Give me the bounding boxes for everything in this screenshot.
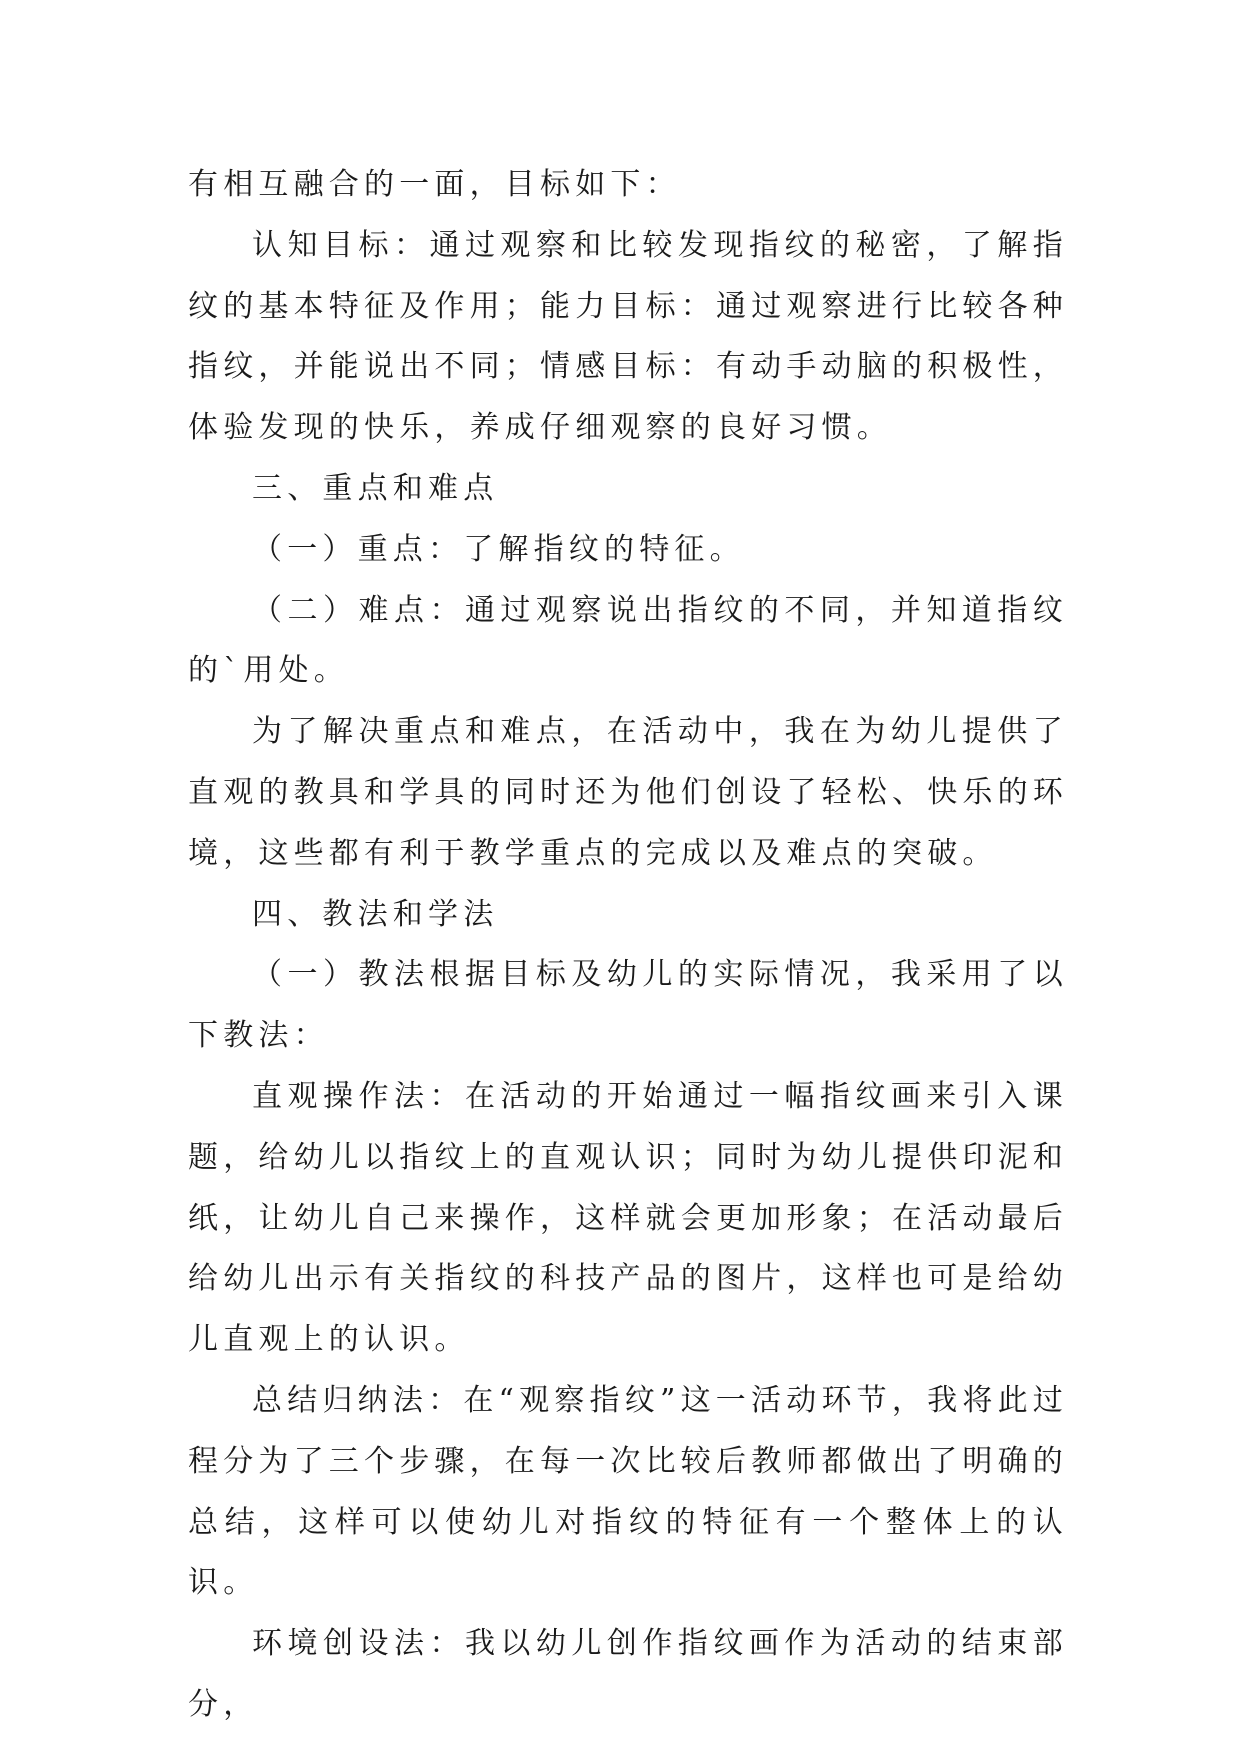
subsection-key-point: （一）重点：了解指纹的特征。: [252, 531, 745, 567]
subsection-difficulty: （二）难点：通过观察说出指纹的不同，并知道指纹的`用处。: [188, 592, 1068, 689]
paragraph-objectives: 认知目标：通过观察和比较发现指纹的秘密，了解指纹的基本特征及作用；能力目标：通过观察进行比较各种指纹，并能说出不同；情感目标：有动手动脑的积极性，体验发现的快乐，养成仔细观察的良好习惯。: [188, 227, 1068, 446]
document-body: [188, 155, 1068, 1736]
paragraph-continuation: 有相互融合的一面，目标如下：: [188, 167, 681, 202]
paragraph-environment-creation: 环境创设法：我以幼儿创作指纹画作为活动的结束部分，: [188, 1626, 1068, 1722]
section-heading-key-points: 三、重点和难点: [252, 470, 499, 506]
section-heading-methods: 四、教法和学法: [252, 896, 499, 932]
paragraph-solution: 为了解决重点和难点，在活动中，我在为幼儿提供了直观的教具和学具的同时还为他们创设了轻松、快乐的环境，这些都有利于教学重点的完成以及难点的突破。: [188, 714, 1068, 871]
paragraph-summary-induction: 总结归纳法：在“观察指纹”这一活动环节，我将此过程分为了三个步骤，在每一次比较后教师都做出了明确的总结，这样可以使幼儿对指纹的特征有一个整体上的认识。: [188, 1382, 1068, 1601]
subsection-teaching-methods: （一）教法根据目标及幼儿的实际情况，我采用了以下教法：: [188, 957, 1068, 1054]
paragraph-intuitive-operation: 直观操作法：在活动的开始通过一幅指纹画来引入课题，给幼儿以指纹上的直观认识；同时为幼儿提供印泥和纸，让幼儿自己来操作，这样就会更加形象；在活动最后给幼儿出示有关指纹的科技产品的图片，这样也可是给幼儿直观上的认识。: [188, 1078, 1068, 1358]
